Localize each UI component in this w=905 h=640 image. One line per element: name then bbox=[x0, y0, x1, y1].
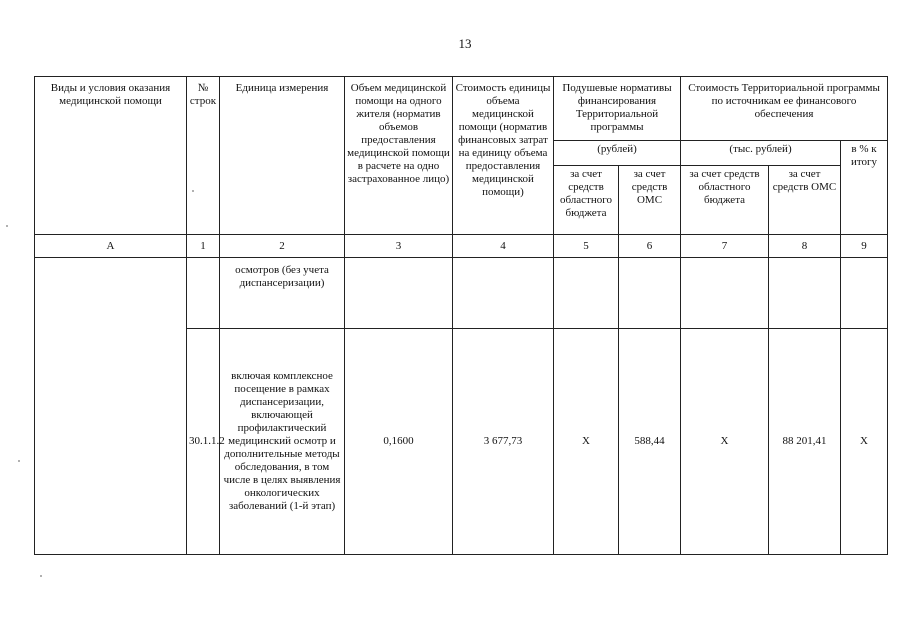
column-number: 6 bbox=[619, 235, 681, 258]
header-col-8: за счет средств ОМС bbox=[769, 166, 841, 235]
scan-speck bbox=[18, 460, 20, 462]
header-unit-rubles: (рублей) bbox=[554, 141, 681, 166]
cell-budget-total bbox=[681, 258, 769, 329]
header-col-a: Виды и условия оказания медицинской помощи bbox=[35, 77, 187, 235]
column-number: 3 bbox=[345, 235, 453, 258]
cell-unit-cost: 3 677,73 bbox=[453, 329, 554, 555]
cell-percent: X bbox=[841, 329, 888, 555]
header-col-5: за счет средств областного бюджета bbox=[554, 166, 619, 235]
financing-table bbox=[34, 76, 888, 555]
cell-budget-per-capita bbox=[554, 258, 619, 329]
cell-unit: включая комплексное посещение в рамках диспансеризации, включающей профилактический медицинский осмотр и дополнительные методы обследования, в том числе в целях выявления онкологических заболеваний (1-й этап) bbox=[220, 329, 345, 555]
header-group-program-cost: Стоимость Территориальной программы по источникам ее финансового обеспечения bbox=[681, 77, 888, 141]
column-number: 9 bbox=[841, 235, 888, 258]
column-number: 4 bbox=[453, 235, 554, 258]
column-number: 1 bbox=[187, 235, 220, 258]
header-col-9: в % к итогу bbox=[841, 141, 888, 235]
table-row bbox=[35, 258, 888, 329]
cell-volume bbox=[345, 258, 453, 329]
cell-unit-cost bbox=[453, 258, 554, 329]
column-number-row bbox=[35, 235, 888, 258]
page-number: 13 bbox=[458, 36, 472, 51]
scan-speck bbox=[40, 575, 42, 577]
scan-speck bbox=[6, 225, 8, 227]
header-col-6: за счет средств ОМС bbox=[619, 166, 681, 235]
cell-percent bbox=[841, 258, 888, 329]
column-number: 8 bbox=[769, 235, 841, 258]
column-number: 2 bbox=[220, 235, 345, 258]
cell-care-type bbox=[35, 258, 187, 555]
cell-budget-total: X bbox=[681, 329, 769, 555]
cell-oms-total bbox=[769, 258, 841, 329]
header-row-1 bbox=[35, 77, 888, 141]
cell-line-number bbox=[187, 258, 220, 329]
column-number: 5 bbox=[554, 235, 619, 258]
header-col-3: Объем медицинской помощи на одного жителя (норматив объемов предоставления медицинской помощи в расчете на одно застрахованное лицо) bbox=[345, 77, 453, 235]
header-col-4: Стоимость единицы объема медицинской помощи (норматив финансовых затрат на единицу объема предоставления медицинской помощи) bbox=[453, 77, 554, 235]
column-number: 7 bbox=[681, 235, 769, 258]
cell-oms-per-capita: 588,44 bbox=[619, 329, 681, 555]
header-group-per-capita: Подушевые нормативы финансирования Территориальной программы bbox=[554, 77, 681, 141]
header-unit-thousand-rubles: (тыс. рублей) bbox=[681, 141, 841, 166]
cell-volume: 0,1600 bbox=[345, 329, 453, 555]
cell-oms-total: 88 201,41 bbox=[769, 329, 841, 555]
scan-speck bbox=[192, 190, 194, 192]
header-col-7: за счет средств областного бюджета bbox=[681, 166, 769, 235]
cell-unit: осмотров (без учета диспансеризации) bbox=[220, 258, 345, 329]
cell-line-number: 30.1.1.2 bbox=[187, 329, 220, 555]
cell-budget-per-capita: X bbox=[554, 329, 619, 555]
column-number: А bbox=[35, 235, 187, 258]
header-col-2: Единица измерения bbox=[220, 77, 345, 235]
header-col-1: № строк bbox=[187, 77, 220, 235]
cell-oms-per-capita bbox=[619, 258, 681, 329]
